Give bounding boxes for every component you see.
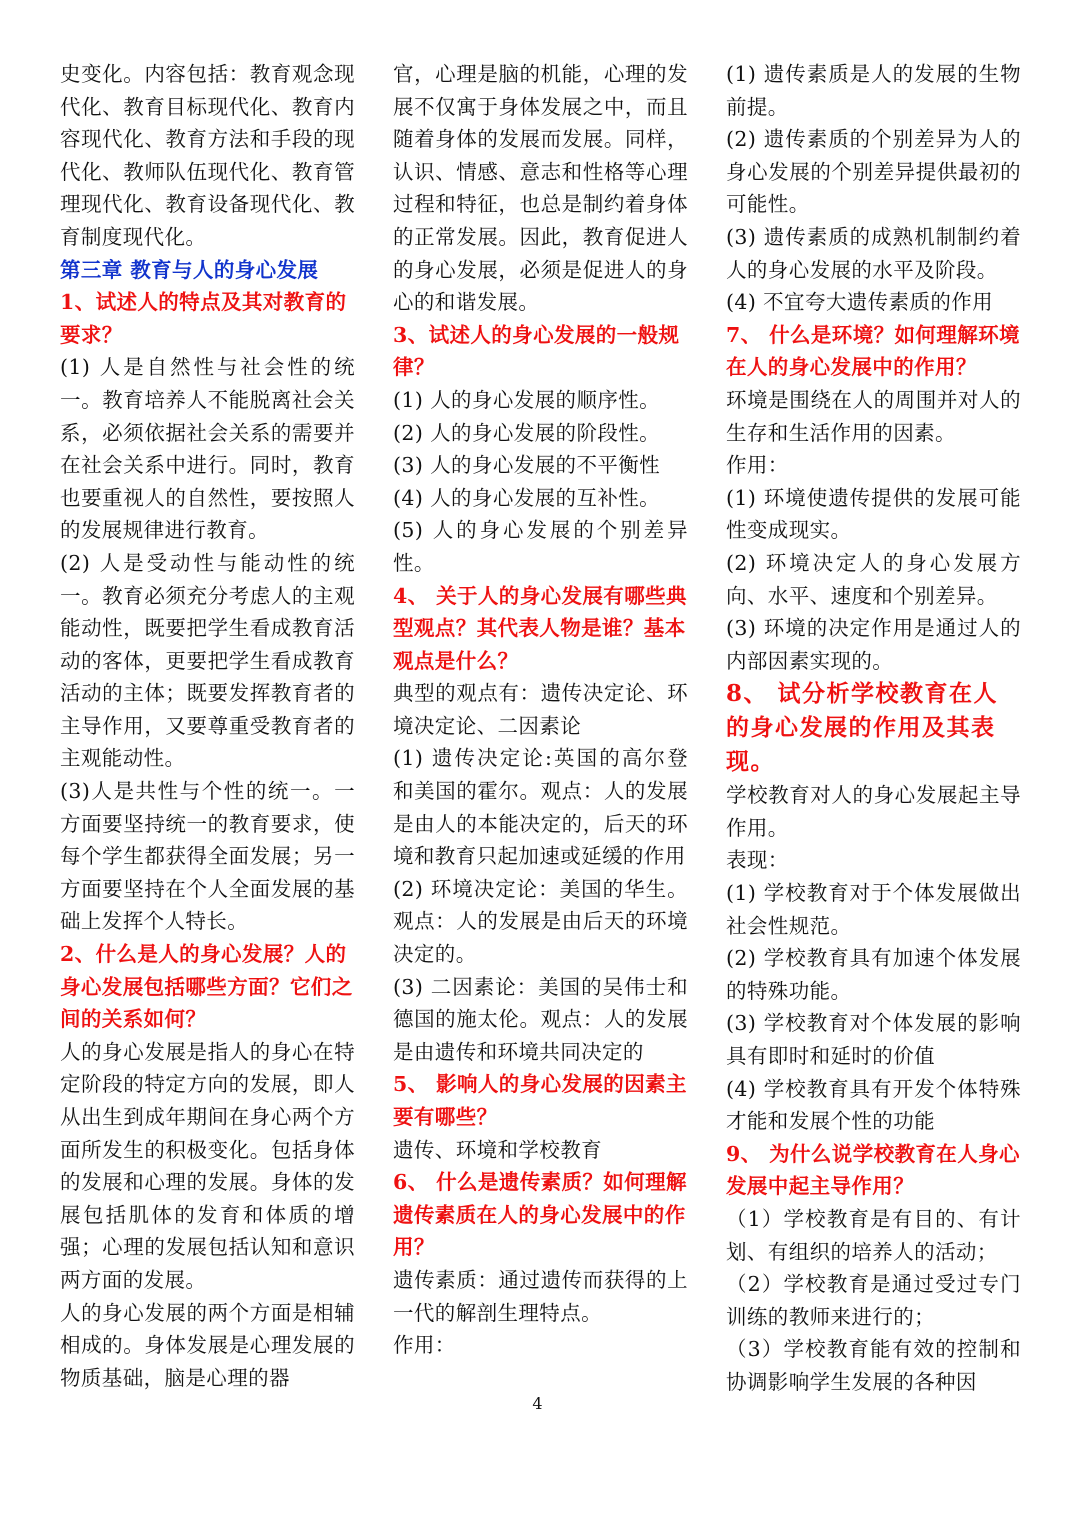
question-heading: 9、 为什么说学校教育在人身心发展中起主导作用？ — [726, 1141, 1020, 1199]
column-middle — [393, 58, 688, 1362]
question-heading: 8、 试分析学校教育在人的身心发展的作用及其表现。 — [726, 680, 999, 776]
question-heading: 4、 关于人的身心发展有哪些典型观点？其代表人物是谁？基本观点是什么？ — [393, 583, 687, 673]
paragraph: 史变化。内容包括：教育观念现代化、教育目标现代化、教育内容现代化、教育方法和手段的现代化、教师队伍现代化、教育管理现代化、教育设备现代化、教育制度现代化。 — [60, 62, 355, 249]
paragraph: 遗传、环境和学校教育 — [393, 1137, 602, 1162]
page-number: 4 — [532, 1394, 543, 1413]
paragraph: 学校教育对人的身心发展起主导作用。 — [726, 783, 1021, 840]
paragraph: (2) 环境决定人的身心发展方向、水平、速度和个别差异。 — [726, 550, 1021, 608]
paragraph: (1) 人的身心发展的顺序性。 — [393, 387, 661, 412]
paragraph: (1) 人是自然性与社会性的统一。教育培养人不能脱离社会关系，必须依据社会关系的需要并在社会关系中进行。同时，教育也要重视人的自然性，要按照人的发展规律进行教育。 — [60, 355, 355, 543]
paragraph: (4) 不宜夸大遗传素质的作用 — [726, 290, 994, 315]
chapter-heading: 第三章 教育与人的身心发展 — [60, 257, 319, 282]
paragraph: (2) 人的身心发展的阶段性。 — [393, 420, 661, 445]
question-heading: 2、什么是人的身心发展？人的身心发展包括哪些方面？它们之间的关系如何？ — [60, 942, 353, 1032]
paragraph: 典型的观点有：遗传决定论、环境决定论、二因素论 — [393, 681, 688, 738]
paragraph: (2) 遗传素质的个别差异为人的身心发展的个别差异提供最初的可能性。 — [726, 127, 1021, 217]
paragraph: (1) 遗传素质是人的发展的生物前提。 — [726, 62, 1021, 119]
paragraph: (3) 二因素论：美国的吴伟士和德国的施太伦。观点：人的发展是由遗传和环境共同决定的 — [393, 974, 688, 1064]
column-left — [60, 58, 355, 1394]
paragraph: (4) 人的身心发展的互补性。 — [393, 485, 661, 510]
paragraph: (1) 环境使遗传提供的发展可能性变成现实。 — [726, 485, 1021, 543]
paragraph: (1) 学校教育对于个体发展做出社会性规范。 — [726, 881, 1021, 938]
paragraph: (2) 人是受动性与能动性的统一。教育必须充分考虑人的主观能动性，既要把学生看成教育活动的客体，更要把学生看成教育活动的主体；既要发挥教育者的主导作用，又要尊重受教育者的主观能动性。 — [60, 550, 355, 771]
question-heading: 3、试述人的身心发展的一般规律？ — [393, 322, 680, 380]
paragraph: （1）学校教育是有目的、有计划、有组织的培养人的活动； — [726, 1207, 1021, 1264]
paragraph: (3) 学校教育对个体发展的影响具有即时和延时的价值 — [726, 1011, 1021, 1069]
paragraph: 人的身心发展是指人的身心在特定阶段的特定方向的发展，即人从出生到成年期间在身心两个方面所发生的积极变化。包括身体的发展和心理的发展。身体的发展包括肌体的发育和体质的增强；心理的发展包括认知和意识两方面的发展。 — [60, 1039, 355, 1292]
paragraph: 环境是围绕在人的周围并对人的生存和生活作用的因素。 — [726, 387, 1021, 445]
paragraph: (2) 学校教育具有加速个体发展的特殊功能。 — [726, 946, 1021, 1003]
paragraph: （2）学校教育是通过受过专门训练的教师来进行的； — [726, 1272, 1021, 1329]
paragraph: (4) 学校教育具有开发个体特殊才能和发展个性的功能 — [726, 1076, 1021, 1134]
question-heading: 7、 什么是环境？如何理解环境在人的身心发展中的作用？ — [726, 322, 1020, 380]
paragraph: 作用： — [726, 453, 789, 478]
paragraph: 人的身心发展的两个方面是相辅相成的。身体发展是心理发展的物质基础，脑是心理的器 — [60, 1300, 355, 1390]
paragraph: (5) 人的身心发展的个别差异性。 — [393, 518, 688, 575]
paragraph: 遗传素质：通过遗传而获得的上一代的解剖生理特点。 — [393, 1267, 688, 1325]
paragraph: (2) 环境决定论：美国的华生。观点：人的发展是由后天的环境决定的。 — [393, 876, 688, 967]
paragraph: 表现： — [726, 848, 789, 873]
paragraph: (3) 人的身心发展的不平衡性 — [393, 453, 661, 478]
paragraph: 作用： — [393, 1333, 456, 1358]
question-heading: 5、 影响人的身心发展的因素主要有哪些？ — [393, 1072, 687, 1129]
column-right — [726, 58, 1021, 1399]
paragraph: 官，心理是脑的机能，心理的发展不仅寓于身体发展之中，而且随着身体的发展而发展。同样，认识、情感、意志和性格等心理过程和特征，也总是制约着身体的正常发展。因此，教育促进人的身心发展，必须是促进人的身心的和谐发展。 — [393, 62, 688, 315]
paragraph: (1) 遗传决定论:英国的高尔登和美国的霍尔。观点：人的发展是由人的本能决定的，后天的环境和教育只起加速或延缓的作用 — [393, 746, 688, 869]
question-heading: 6、 什么是遗传素质？如何理解遗传素质在人的身心发展中的作用？ — [393, 1170, 687, 1260]
paragraph: (3)人是共性与个性的统一。一方面要坚持统一的教育要求，使每个学生都获得全面发展；另一方面要坚持在个人全面发展的基础上发挥个人特长。 — [60, 779, 355, 934]
paragraph: (3) 环境的决定作用是通过人的内部因素实现的。 — [726, 616, 1021, 673]
paragraph: (3) 遗传素质的成熟机制制约着人的身心发展的水平及阶段。 — [726, 224, 1021, 282]
question-heading: 1、试述人的特点及其对教育的要求？ — [60, 290, 347, 347]
paragraph: （3）学校教育能有效的控制和协调影响学生发展的各种因 — [726, 1337, 1021, 1394]
